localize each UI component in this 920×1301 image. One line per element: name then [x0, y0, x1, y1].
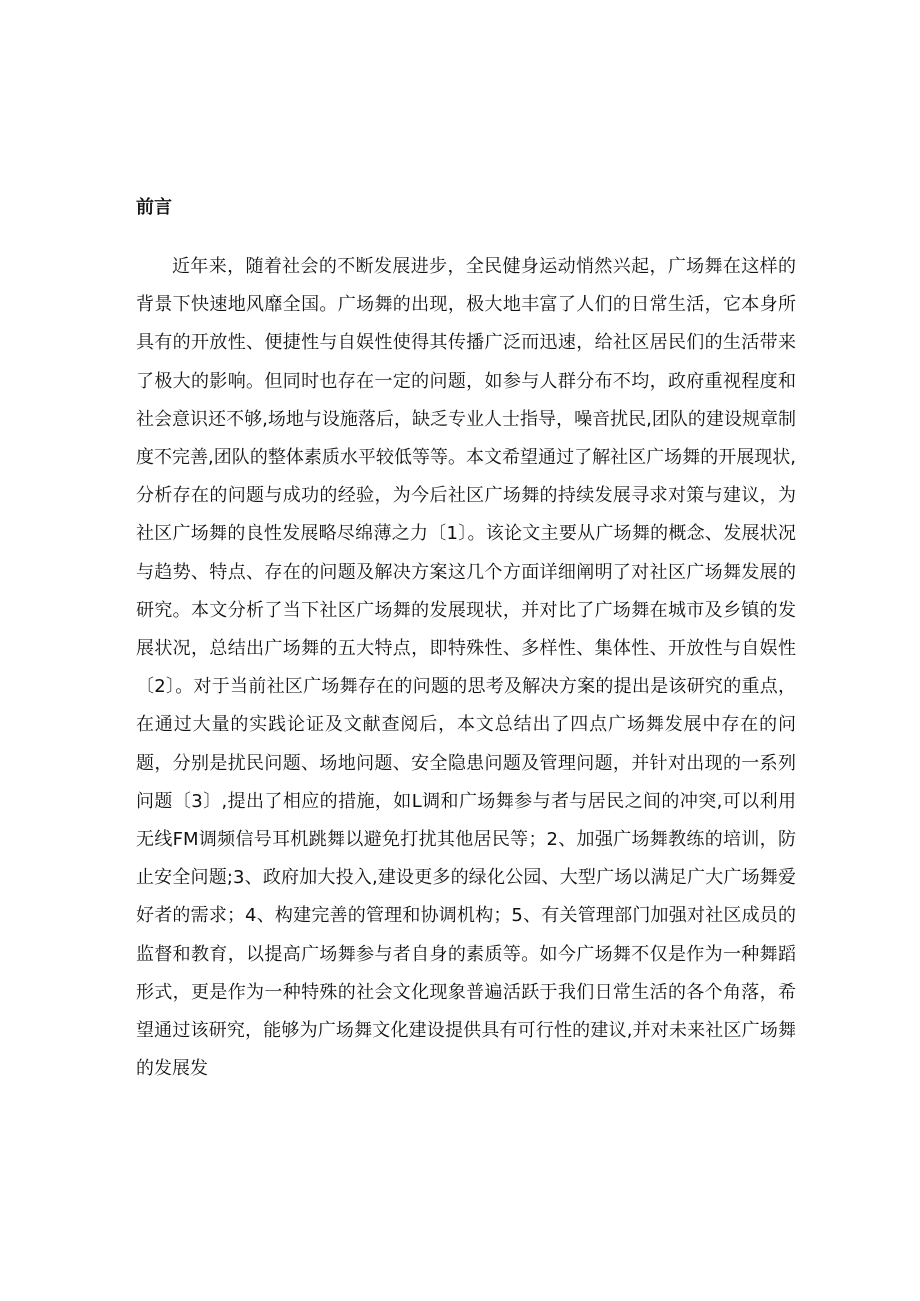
body-paragraph: 近年来，随着社会的不断发展进步，全民健身运动悄然兴起，广场舞在这样的背景下快速地风靡全国。广场舞的出现，极大地丰富了人们的日常生活，它本身所具有的开放性、便捷性与自娱性使得其传播广泛而迅速，给社区居民们的生活带来了极大的影响。但同时也存在一定的问题，如参与人群分布不均，政府重视程度和社会意识还不够,场地与设施落后，缺乏专业人士指导，噪音扰民,团队的建设规章制度不完善,团队的整体素质水平较低等等。本文希望通过了解社区广场舞的开展现状,分析存在的问题与成功的经验，为今后社区广场舞的持续发展寻求对策与建议，为社区广场舞的良性发展略尽绵薄之力〔1〕。该论文主要从广场舞的概念、发展状况与趋势、特点、存在的问题及解决方案这几个方面详细阐明了对社区广场舞发展的研究。本文分析了当下社区广场舞的发展现状，并对比了广场舞在城市及乡镇的发展状况，总结出广场舞的五大特点，即特殊性、多样性、集体性、开放性与自娱性〔2〕。对于当前社区广场舞存在的问题的思考及解决方案的提出是该研究的重点，在通过大量的实践论证及文献查阅后，本文总结出了四点广场舞发展中存在的问题，分别是扰民问题、场地问题、安全隐患问题及管理问题，并针对出现的一系列问题〔3〕,提出了相应的措施，如L调和广场舞参与者与居民之间的冲突,可以利用无线FM调频信号耳机跳舞以避免打扰其他居民等；2、加强广场舞教练的培训，防止安全问题;3、政府加大投入,建设更多的绿化公园、大型广场以满足广大广场舞爱好者的需求；4、构建完善的管理和协调机构；5、有关管理部门加强对社区成员的监督和教育，以提高广场舞参与者自身的素质等。如今广场舞不仅是作为一种舞蹈形式，更是作为一种特殊的社会文化现象普遍活跃于我们日常生活的各个角落，希望通过该研究，能够为广场舞文化建设提供具有可行性的建议,并对未来社区广场舞的发展发 — [136, 256, 796, 1080]
section-heading: 前言 — [136, 197, 172, 218]
